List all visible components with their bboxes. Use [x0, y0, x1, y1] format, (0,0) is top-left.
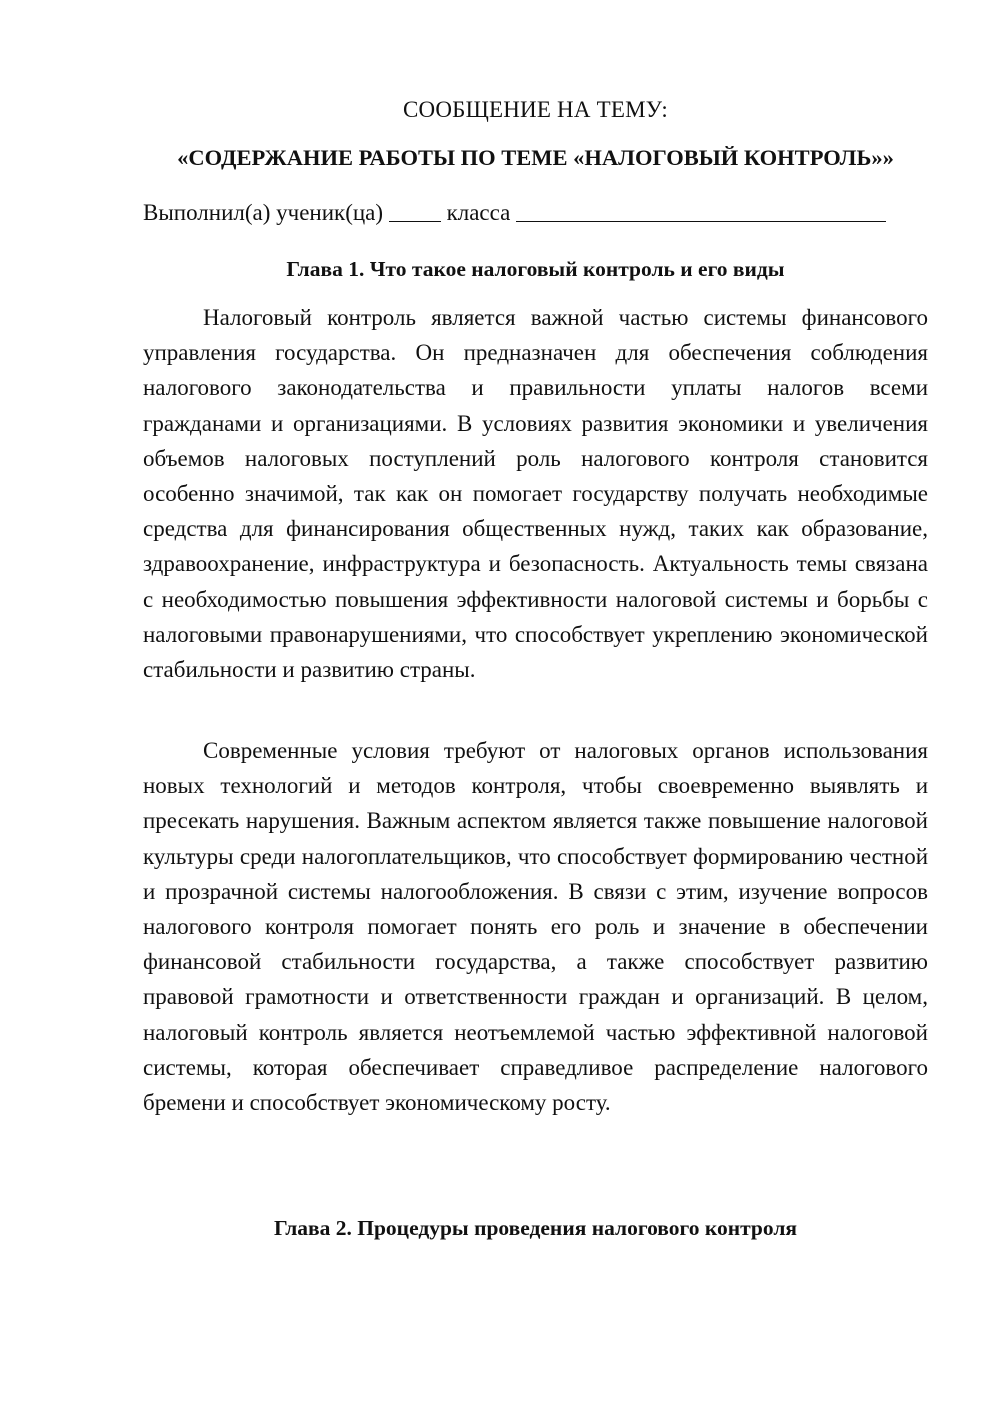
chapter-1-heading: Глава 1. Что такое налоговый контроль и его виды	[286, 257, 785, 281]
document-title: СООБЩЕНИЕ НА ТЕМУ:	[403, 97, 668, 122]
author-line	[143, 198, 928, 228]
chapter-2-heading: Глава 2. Процедуры проведения налогового контроля	[273, 1216, 798, 1240]
document-subtitle: «СОДЕРЖАНИЕ РАБОТЫ ПО ТЕМЕ «НАЛОГОВЫЙ КОНТРОЛЬ»»	[177, 145, 894, 170]
author-prefix: Выполнил(а) ученик(ца)	[143, 200, 384, 225]
chapter-1-paragraph-2: Современные условия требуют от налоговых органов использования новых технологий и методов контроля, чтобы своевременно выявлять и пресекать нарушения. Важным аспектом является также повышение налоговой культуры среди налогоплательщиков, что способствует формированию честной и прозрачной системы налогообложения. В связи с этим, изучение вопросов налогового контроля помогает понять его роль и значение в обеспечении финансовой стабильности государства, а также способствует развитию правовой грамотности и ответственности граждан и организаций. В целом, налоговый контроль является неотъемлемой частью эффективной налоговой системы, которая обеспечивает справедливое распределение налогового бремени и способствует экономическому росту.	[143, 738, 928, 1116]
class-blank	[516, 199, 886, 222]
grade-blank	[389, 199, 441, 222]
chapter-1-paragraph-1: Налоговый контроль является важной частью системы финансового управления государства. Он предназначен для обеспечения соблюдения налогового законодательства и правильности уплаты налогов всеми гражданами и организациями. В условиях развития экономики и увеличения объемов налоговых поступлений роль налогового контроля становится особенно значимой, так как он помогает государству получать необходимые средства для финансирования общественных нужд, таких как образование, здравоохранение, инфраструктура и безопасность. Актуальность темы связана с необходимостью повышения эффективности налоговой системы и борьбы с налоговыми правонарушениями, что способствует укреплению экономической стабильности и развитию страны.	[143, 305, 928, 683]
author-class-label: класса	[446, 200, 511, 225]
